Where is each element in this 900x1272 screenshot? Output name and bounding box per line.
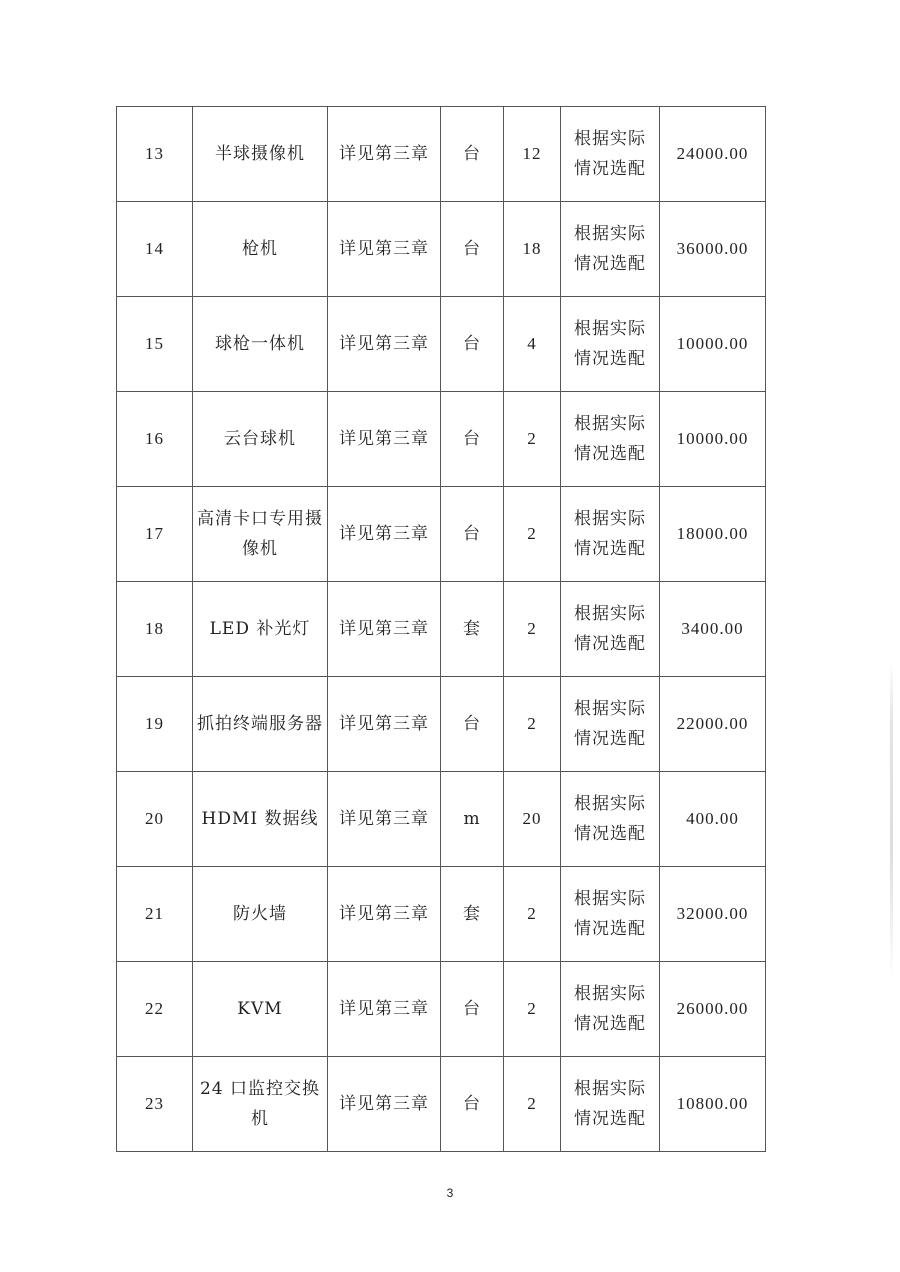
table-row	[117, 297, 766, 392]
item-price-cell	[660, 582, 766, 677]
item-note-text: 根据实际情况选配	[574, 889, 646, 939]
item-note-cell	[561, 677, 660, 772]
item-name-cell	[193, 677, 328, 772]
item-name-text: LED 补光灯	[209, 619, 311, 639]
table-row	[117, 867, 766, 962]
item-name-text: 高清卡口专用摄像机	[197, 509, 323, 559]
item-number-text: 21	[145, 904, 164, 923]
item-name-text: 防火墙	[233, 904, 287, 924]
item-price-cell	[660, 297, 766, 392]
item-note-cell	[561, 107, 660, 202]
item-spec-cell	[328, 392, 441, 487]
item-name-cell	[193, 867, 328, 962]
item-number-text: 19	[145, 714, 164, 733]
item-note-cell	[561, 772, 660, 867]
item-number-cell	[117, 487, 193, 582]
item-number-cell	[117, 867, 193, 962]
item-name-text: 抓拍终端服务器	[197, 714, 323, 734]
item-unit-text: 台	[463, 999, 481, 1019]
item-spec-text: 详见第三章	[339, 809, 429, 829]
item-name-text: KVM	[237, 999, 283, 1019]
item-price-text: 10000.00	[676, 429, 749, 448]
item-price-text: 400.00	[686, 809, 739, 828]
item-spec-text: 详见第三章	[339, 239, 429, 259]
item-price-cell	[660, 392, 766, 487]
item-unit-text: 套	[463, 904, 481, 924]
item-spec-text: 详见第三章	[339, 619, 429, 639]
table-row	[117, 392, 766, 487]
item-quantity-cell	[504, 297, 561, 392]
table-row	[117, 202, 766, 297]
item-unit-text: 台	[463, 144, 481, 164]
item-unit-cell	[441, 1057, 504, 1152]
item-name-text: 球枪一体机	[215, 334, 305, 354]
item-name-text: 枪机	[242, 239, 278, 259]
item-number-text: 17	[145, 524, 164, 543]
item-name-text: 半球摄像机	[215, 144, 305, 164]
table-row	[117, 772, 766, 867]
item-price-text: 10800.00	[676, 1094, 749, 1113]
item-name-cell	[193, 297, 328, 392]
item-quantity-text: 2	[527, 524, 537, 543]
item-price-cell	[660, 962, 766, 1057]
item-unit-text: 台	[463, 334, 481, 354]
table-row	[117, 582, 766, 677]
item-note-text: 根据实际情况选配	[574, 414, 646, 464]
item-price-cell	[660, 677, 766, 772]
item-note-cell	[561, 392, 660, 487]
table-body	[117, 107, 766, 1152]
item-number-text: 14	[145, 239, 164, 258]
item-price-text: 36000.00	[676, 239, 749, 258]
item-unit-cell	[441, 297, 504, 392]
item-price-text: 24000.00	[676, 144, 749, 163]
item-spec-text: 详见第三章	[339, 334, 429, 354]
item-number-text: 15	[145, 334, 164, 353]
item-note-text: 根据实际情况选配	[574, 1079, 646, 1129]
item-name-cell	[193, 772, 328, 867]
item-note-cell	[561, 487, 660, 582]
table-row	[117, 962, 766, 1057]
item-price-cell	[660, 202, 766, 297]
item-name-text: 云台球机	[224, 429, 296, 449]
table-row	[117, 1057, 766, 1152]
item-note-cell	[561, 1057, 660, 1152]
item-quantity-text: 4	[527, 334, 537, 353]
item-unit-text: 套	[463, 619, 481, 639]
item-note-text: 根据实际情况选配	[574, 984, 646, 1034]
item-name-text: HDMI 数据线	[201, 809, 319, 829]
item-spec-cell	[328, 1057, 441, 1152]
item-quantity-cell	[504, 677, 561, 772]
item-spec-text: 详见第三章	[339, 904, 429, 924]
item-number-cell	[117, 392, 193, 487]
item-price-text: 3400.00	[681, 619, 744, 638]
item-quantity-text: 2	[527, 1094, 537, 1113]
item-unit-cell	[441, 772, 504, 867]
item-unit-cell	[441, 867, 504, 962]
item-number-cell	[117, 962, 193, 1057]
item-name-cell	[193, 202, 328, 297]
item-name-text: 24 口监控交换机	[199, 1079, 321, 1129]
item-price-cell	[660, 107, 766, 202]
item-price-text: 22000.00	[676, 714, 749, 733]
table-row	[117, 487, 766, 582]
item-quantity-cell	[504, 392, 561, 487]
item-note-text: 根据实际情况选配	[574, 224, 646, 274]
item-name-cell	[193, 107, 328, 202]
item-unit-text: 台	[463, 714, 481, 734]
item-number-cell	[117, 297, 193, 392]
item-spec-text: 详见第三章	[339, 1094, 429, 1114]
item-quantity-text: 20	[522, 809, 542, 828]
item-price-cell	[660, 1057, 766, 1152]
page-number: 3	[446, 1186, 454, 1200]
item-price-text: 18000.00	[676, 524, 749, 543]
item-unit-text: 台	[463, 239, 481, 259]
item-number-cell	[117, 1057, 193, 1152]
item-name-cell	[193, 1057, 328, 1152]
item-note-cell	[561, 962, 660, 1057]
item-price-text: 26000.00	[676, 999, 749, 1018]
item-note-text: 根据实际情况选配	[574, 509, 646, 559]
item-number-cell	[117, 202, 193, 297]
table-row	[117, 107, 766, 202]
item-quantity-text: 2	[527, 999, 537, 1018]
item-number-cell	[117, 582, 193, 677]
item-quantity-text: 2	[527, 714, 537, 733]
item-unit-cell	[441, 202, 504, 297]
item-quantity-cell	[504, 487, 561, 582]
item-note-text: 根据实际情况选配	[574, 319, 646, 369]
item-price-text: 32000.00	[676, 904, 749, 923]
item-spec-text: 详见第三章	[339, 144, 429, 164]
item-spec-cell	[328, 867, 441, 962]
item-name-cell	[193, 487, 328, 582]
item-note-cell	[561, 297, 660, 392]
item-unit-text: m	[463, 809, 481, 829]
item-number-cell	[117, 107, 193, 202]
item-number-text: 13	[145, 144, 164, 163]
item-number-text: 16	[145, 429, 164, 448]
item-spec-cell	[328, 107, 441, 202]
item-name-cell	[193, 392, 328, 487]
item-spec-cell	[328, 962, 441, 1057]
item-spec-text: 详见第三章	[339, 524, 429, 544]
item-spec-cell	[328, 297, 441, 392]
item-spec-cell	[328, 582, 441, 677]
item-spec-cell	[328, 487, 441, 582]
item-number-text: 23	[145, 1094, 164, 1113]
item-note-cell	[561, 867, 660, 962]
item-unit-cell	[441, 107, 504, 202]
item-unit-text: 台	[463, 1094, 481, 1114]
item-unit-text: 台	[463, 524, 481, 544]
item-price-cell	[660, 867, 766, 962]
item-note-text: 根据实际情况选配	[574, 604, 646, 654]
item-number-text: 18	[145, 619, 164, 638]
item-quantity-cell	[504, 867, 561, 962]
item-unit-cell	[441, 677, 504, 772]
item-quantity-text: 2	[527, 904, 537, 923]
item-spec-cell	[328, 202, 441, 297]
item-note-text: 根据实际情况选配	[574, 794, 646, 844]
item-quantity-cell	[504, 202, 561, 297]
item-quantity-cell	[504, 582, 561, 677]
item-spec-text: 详见第三章	[339, 999, 429, 1019]
item-note-text: 根据实际情况选配	[574, 699, 646, 749]
equipment-table	[116, 106, 766, 1152]
item-unit-cell	[441, 962, 504, 1057]
item-quantity-cell	[504, 107, 561, 202]
scan-edge-shadow	[890, 660, 893, 980]
table-row	[117, 677, 766, 772]
item-unit-text: 台	[463, 429, 481, 449]
item-note-cell	[561, 582, 660, 677]
item-name-cell	[193, 962, 328, 1057]
item-spec-cell	[328, 772, 441, 867]
item-number-cell	[117, 772, 193, 867]
item-quantity-cell	[504, 1057, 561, 1152]
item-quantity-text: 2	[527, 619, 537, 638]
item-price-cell	[660, 487, 766, 582]
item-spec-text: 详见第三章	[339, 429, 429, 449]
item-price-cell	[660, 772, 766, 867]
item-quantity-text: 18	[522, 239, 542, 258]
item-unit-cell	[441, 487, 504, 582]
item-quantity-text: 2	[527, 429, 537, 448]
item-quantity-cell	[504, 772, 561, 867]
item-price-text: 10000.00	[676, 334, 749, 353]
item-note-text: 根据实际情况选配	[574, 129, 646, 179]
item-note-cell	[561, 202, 660, 297]
item-quantity-text: 12	[522, 144, 542, 163]
item-unit-cell	[441, 392, 504, 487]
item-number-cell	[117, 677, 193, 772]
item-name-cell	[193, 582, 328, 677]
item-unit-cell	[441, 582, 504, 677]
item-number-text: 20	[145, 809, 164, 828]
item-spec-cell	[328, 677, 441, 772]
item-quantity-cell	[504, 962, 561, 1057]
item-spec-text: 详见第三章	[339, 714, 429, 734]
item-number-text: 22	[145, 999, 164, 1018]
